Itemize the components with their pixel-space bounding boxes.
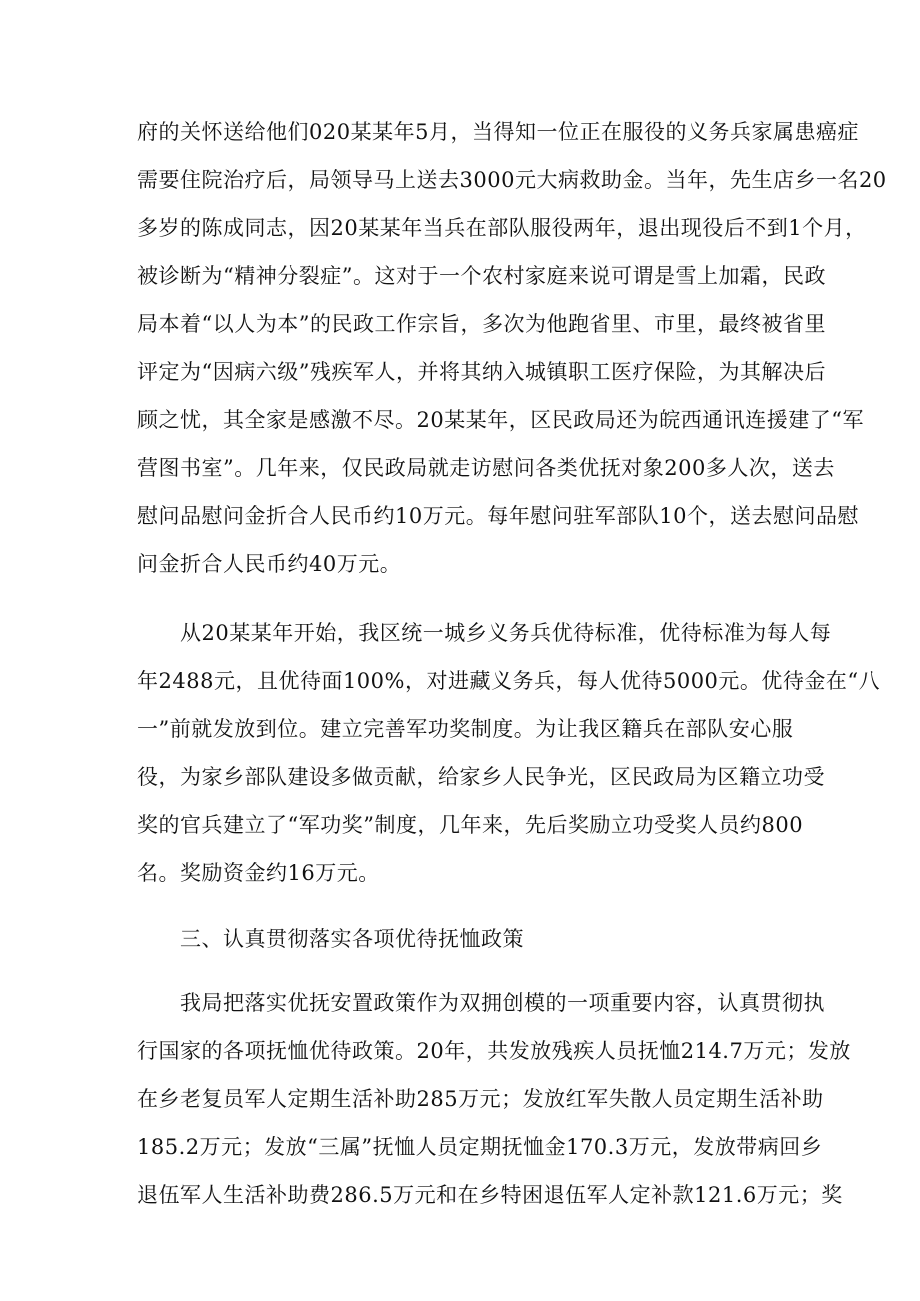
paragraph-1-line-8: 营图书室”。几年来，仅民政局就走访慰问各类优抚对象200多人次，送去 — [137, 456, 835, 480]
paragraph-1-line-10: 问金折合人民币约40万元。 — [137, 552, 402, 576]
paragraph-2-line-6: 名。奖励资金约16万元。 — [137, 861, 380, 885]
paragraph-1-line-1: 府的关怀送给他们020某某年5月，当得知一位正在服役的义务兵家属患癌症 — [137, 120, 859, 144]
paragraph-3-line-3: 在乡老复员军人定期生活补助285万元；发放红军失散人员定期生活补助 — [137, 1087, 824, 1111]
paragraph-1-line-4: 被诊断为“精神分裂症”。这对于一个农村家庭来说可谓是雪上加霜，民政 — [137, 264, 826, 288]
section-heading: 三、认真贯彻落实各项优待抚恤政策 — [180, 927, 524, 951]
paragraph-2-line-4: 役，为家乡部队建设多做贡献，给家乡人民争光，区民政局为区籍立功受 — [137, 765, 825, 789]
paragraph-2-line-3: 一”前就发放到位。建立完善军功奖制度。为让我区籍兵在部队安心服 — [137, 717, 794, 741]
paragraph-1-line-6: 评定为“因病六级”残疾军人，并将其纳入城镇职工医疗保险，为其解决后 — [137, 360, 826, 384]
paragraph-1-line-3: 多岁的陈成同志，因20某某年当兵在部队服役两年，退出现役后不到1个月， — [137, 216, 867, 240]
paragraph-1-line-2: 需要住院治疗后，局领导马上送去3000元大病救助金。当年，先生店乡一名20 — [137, 168, 887, 192]
paragraph-3-line-4: 185.2万元；发放“三属”抚恤人员定期抚恤金170.3万元，发放带病回乡 — [137, 1135, 823, 1159]
paragraph-1-line-7: 顾之忧，其全家是感激不尽。20某某年，区民政局还为皖西通讯连援建了“军 — [137, 408, 864, 432]
paragraph-2-line-2: 年2488元，且优待面100%，对进藏义务兵，每人优待5000元。优待金在“八 — [137, 669, 881, 693]
paragraph-3-line-2: 行国家的各项抚恤优待政策。20年，共发放残疾人员抚恤214.7万元；发放 — [137, 1039, 851, 1063]
paragraph-3-line-5: 退伍军人生活补助费286.5万元和在乡特困退伍军人定补款121.6万元；奖 — [137, 1183, 843, 1207]
paragraph-1-line-9: 慰问品慰问金折合人民币约10万元。每年慰问驻军部队10个，送去慰问品慰 — [137, 504, 859, 528]
paragraph-3-line-1: 我局把落实优抚安置政策作为双拥创模的一项重要内容，认真贯彻执 — [180, 991, 825, 1015]
paragraph-2-line-1: 从20某某年开始，我区统一城乡义务兵优待标准，优待标准为每人每 — [180, 621, 832, 645]
paragraph-1-line-5: 局本着“以人为本”的民政工作宗旨，多次为他跑省里、市里，最终被省里 — [137, 312, 826, 336]
paragraph-2-line-5: 奖的官兵建立了“军功奖”制度，几年来，先后奖励立功受奖人员约800 — [137, 813, 804, 837]
